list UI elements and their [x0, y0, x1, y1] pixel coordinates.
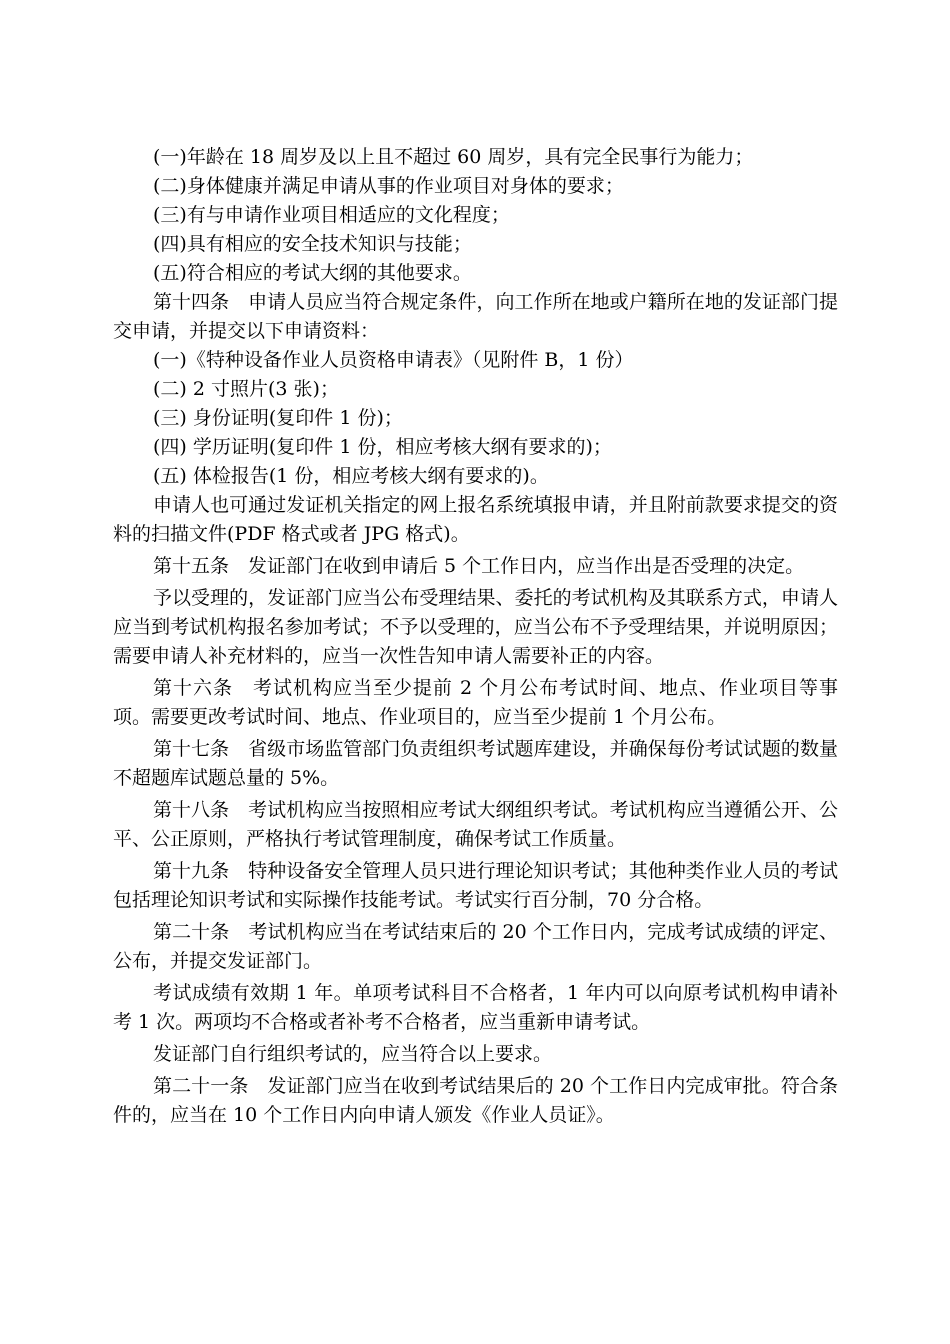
paragraph-7: (一)《特种设备作业人员资格申请表》（见附件 B，1 份）	[153, 349, 634, 371]
article-14: 第十四条 申请人员应当符合规定条件，向工作所在地或户籍所在地的发证部门提交申请，并提交以下申请资料：	[113, 291, 838, 342]
paragraph-8: (二) 2 寸照片(3 张)；	[153, 378, 339, 400]
paragraph-21: 发证部门自行组织考试的，应当符合以上要求。	[153, 1043, 553, 1065]
paragraph-4: (四)具有相应的安全技术知识与技能；	[153, 233, 472, 255]
article-17: 第十七条 省级市场监管部门负责组织考试题库建设，并确保每份考试试题的数量不超题库试题总量的 5%。	[113, 738, 838, 789]
article-21: 第二十一条 发证部门应当在收到考试结果后的 20 个工作日内完成审批。符合条件的，应当在 10 个工作日内向申请人颁发《作业人员证》。	[113, 1075, 838, 1126]
paragraph-5: (五)符合相应的考试大纲的其他要求。	[153, 262, 472, 284]
paragraph-14: 予以受理的，发证部门应当公布受理结果、委托的考试机构及其联系方式，申请人应当到考试机构报名参加考试；不予以受理的，应当公布不予受理结果，并说明原因；需要申请人补充材料的，应当一次性告知申请人需要补正的内容。	[113, 587, 838, 667]
paragraph-9: (三) 身份证明(复印件 1 份)；	[153, 407, 403, 429]
article-20: 第二十条 考试机构应当在考试结束后的 20 个工作日内，完成考试成绩的评定、公布，并提交发证部门。	[113, 921, 838, 972]
document-body	[113, 143, 838, 1130]
article-18: 第十八条 考试机构应当按照相应考试大纲组织考试。考试机构应当遵循公开、公平、公正原则，严格执行考试管理制度，确保考试工作质量。	[113, 799, 838, 850]
paragraph-1: (一)年龄在 18 周岁及以上且不超过 60 周岁，具有完全民事行为能力；	[153, 146, 754, 168]
paragraph-11: (五) 体检报告(1 份，相应考核大纲有要求的)。	[153, 465, 549, 487]
paragraph-3: (三)有与申请作业项目相适应的文化程度；	[153, 204, 510, 226]
article-15: 第十五条 发证部门在收到申请后 5 个工作日内，应当作出是否受理的决定。	[153, 555, 805, 577]
article-19: 第十九条 特种设备安全管理人员只进行理论知识考试；其他种类作业人员的考试包括理论知识考试和实际操作技能考试。考试实行百分制，70 分合格。	[113, 860, 838, 911]
paragraph-10: (四) 学历证明(复印件 1 份，相应考核大纲有要求的)；	[153, 436, 612, 458]
paragraph-2: (二)身体健康并满足申请从事的作业项目对身体的要求；	[153, 175, 624, 197]
paragraph-12: 申请人也可通过发证机关指定的网上报名系统填报申请，并且附前款要求提交的资料的扫描文件(PDF 格式或者 JPG 格式)。	[113, 494, 838, 545]
paragraph-20: 考试成绩有效期 1 年。单项考试科目不合格者，1 年内可以向原考试机构申请补考 1 次。两项均不合格或者补考不合格者，应当重新申请考试。	[113, 982, 838, 1033]
article-16: 第十六条 考试机构应当至少提前 2 个月公布考试时间、地点、作业项目等事项。需要更改考试时间、地点、作业项目的，应当至少提前 1 个月公布。	[113, 677, 838, 728]
